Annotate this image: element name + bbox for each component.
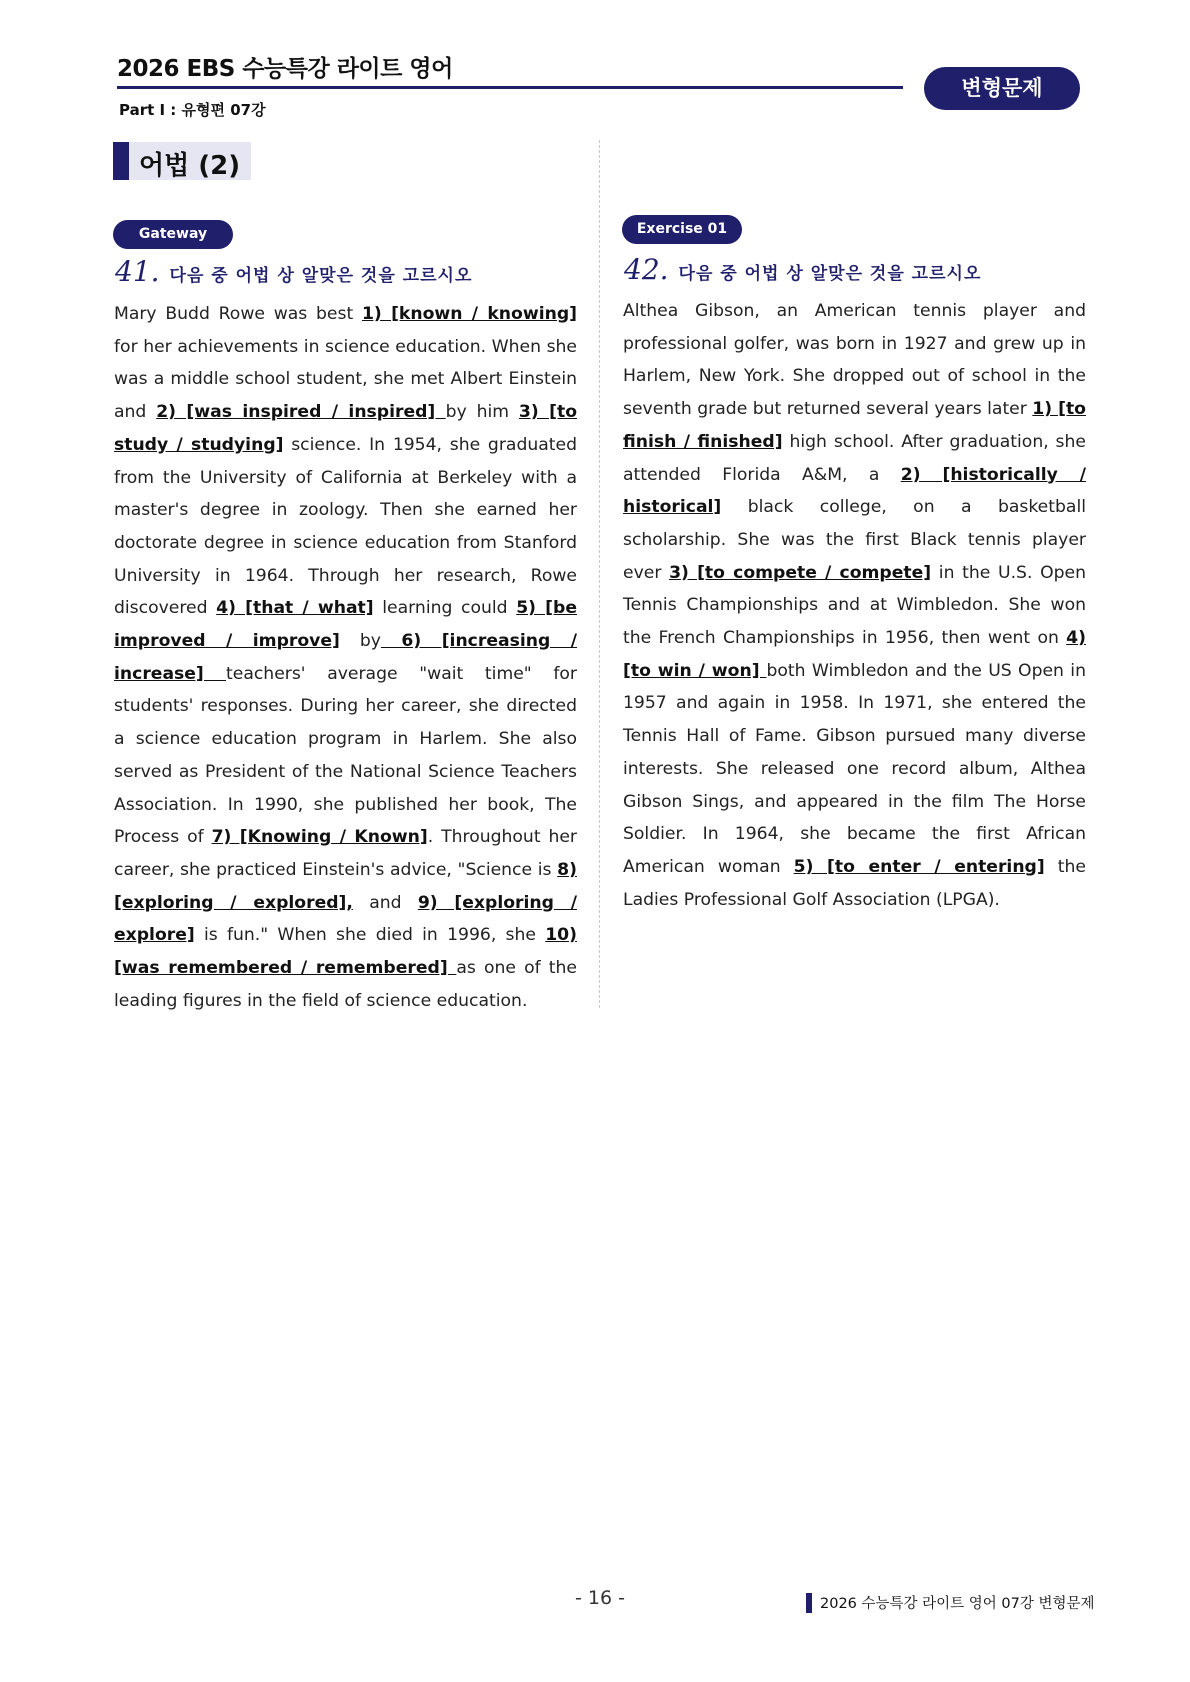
grammar-choice-blank: 3) [to compete / compete]: [669, 562, 932, 583]
grammar-choice-blank: 1) [to finish / finished]: [623, 399, 1086, 452]
passage-text: Althea Gibson, an American tennis player and professional golfer, was born in 1927 and grew up in Harlem, New York. She dropped out of school in the seventh grade but returned several years later: [623, 301, 1086, 420]
passage-text: black college, on a basketball scholarship. She was the first Black tennis player ever: [623, 497, 1086, 583]
passage-text: high school. After graduation, she attended Florida A&M, a: [623, 431, 1086, 485]
passage-text: in the U.S. Open Tennis Championships and at Wimbledon. She won the French Championships in 1956, then went on: [623, 562, 1086, 649]
grammar-choice-blank: 5) [be improved / improve]: [114, 598, 577, 652]
grammar-choice-blank: 2) [historically / historical]: [623, 464, 1086, 518]
section-title: 어법 (2): [139, 151, 241, 181]
footer-label: [806, 1592, 1095, 1614]
question-41-passage: [114, 298, 577, 1017]
part-label: Part Ⅰ : 유형편 07강: [119, 101, 266, 119]
passage-text: teachers' average "wait time" for students' responses. During her career, she directed a science education program in Harlem. She also served as President of the National Science Teachers Association. In 1990, she published her book, The Process of: [114, 663, 577, 848]
question-41-heading: [115, 255, 472, 288]
grammar-choice-blank: 5) [to enter / entering]: [793, 856, 1045, 877]
grammar-choice-blank: 6) [increasing / increase]: [114, 631, 578, 684]
passage-text: Mary Budd Rowe was best: [114, 304, 362, 324]
question-number: 41.: [115, 255, 160, 288]
grammar-choice-blank: 10) [was remembered / remembered]: [114, 925, 577, 979]
passage-text: science. In 1954, she graduated from the University of California at Berkeley with a master's degree in zoology. Then she earned her doctorate degree in science education from Stanford University in 1964. Through her research, Rowe discovered: [114, 434, 577, 619]
question-42-passage: [623, 295, 1086, 916]
grammar-choice-blank: 9) [exploring / explore]: [114, 892, 577, 946]
section-heading: [113, 142, 251, 180]
exercise-tag: Exercise 01: [622, 215, 742, 244]
question-number: 42.: [624, 253, 669, 286]
passage-text: learning could: [373, 598, 517, 619]
footer-text: 2026 수능특강 라이트 영어 07강 변형문제: [820, 1596, 1095, 1612]
passage-text: by: [339, 631, 381, 652]
passage-text: is fun." When she died in 1996, she: [194, 925, 546, 946]
passage-text: and: [352, 892, 418, 913]
grammar-choice-blank: 4) [to win / won]: [623, 628, 1086, 681]
grammar-choice-blank: 8) [exploring / explored],: [114, 859, 577, 913]
gateway-tag: Gateway: [113, 220, 233, 249]
passage-text: . Throughout her career, she practiced Einstein's advice, "Science is: [114, 827, 577, 880]
question-instruction: 다음 중 어법 상 알맞은 것을 고르시오: [169, 266, 473, 286]
passage-text: for her achievements in science education. When she was a middle school student, she met Albert Einstein and: [114, 336, 577, 423]
footer-bar: [806, 1593, 812, 1613]
passage-text: by him: [445, 402, 519, 423]
page-number: - 16 -: [575, 1587, 625, 1609]
document-title: 2026 EBS 수능특강 라이트 영어: [117, 56, 453, 82]
header-rule: [117, 86, 903, 89]
grammar-choice-blank: 7) [Knowing / Known]: [211, 827, 428, 848]
section-heading-bar: [113, 142, 129, 180]
question-42-heading: [624, 253, 981, 286]
question-instruction: 다음 중 어법 상 알맞은 것을 고르시오: [678, 264, 982, 284]
passage-text: the Ladies Professional Golf Association (LPGA).: [623, 856, 1086, 910]
grammar-choice-blank: 1) [known / knowing]: [361, 304, 577, 324]
grammar-choice-blank: 2) [was inspired / inspired]: [156, 402, 446, 423]
passage-text: both Wimbledon and the US Open in 1957 and again in 1958. In 1971, she entered the Tennis Hall of Fame. Gibson pursued many diverse interests. She released one record album, Althea Gibson Sings, and appeared in the film The Horse Soldier. In 1964, she became the first African American woman: [623, 660, 1086, 877]
passage-text: as one of the leading figures in the field of science education.: [114, 958, 577, 1011]
grammar-choice-blank: 4) [that / what]: [216, 598, 374, 619]
column-divider: [599, 140, 600, 1008]
variant-badge: 변형문제: [924, 67, 1080, 110]
grammar-choice-blank: 3) [to study / studying]: [114, 402, 578, 455]
